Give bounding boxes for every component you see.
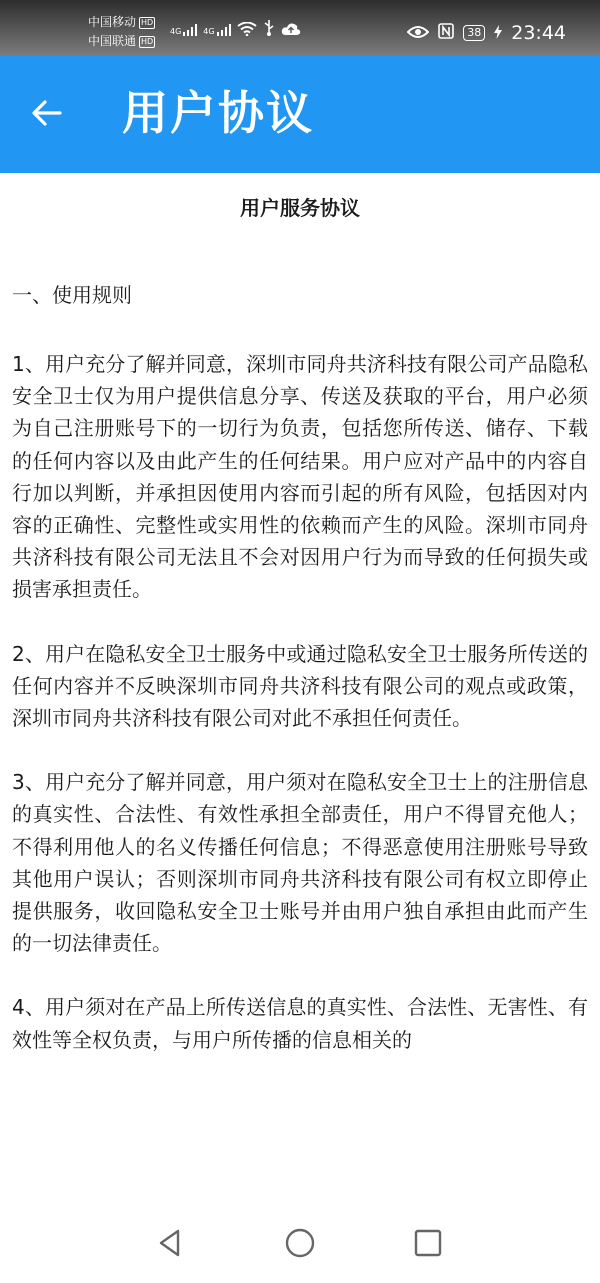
battery-level: 38 bbox=[463, 25, 485, 41]
clock-time: 23:44 bbox=[511, 22, 566, 44]
hd-badge: HD bbox=[141, 18, 154, 27]
usb-icon bbox=[263, 20, 275, 40]
agreement-paragraph: 1、用户充分了解并同意，深圳市同舟共济科技有限公司产品隐私安全卫士仅为用户提供信息分享、传送及获取的平台，用户必须为自己注册账号下的一切行为负责，包括您所传送、储存、下载的任何内容以及由此产生的任何结果。用户应对产品中的内容自行加以判断，并承担因使用内容而引起的所有风险，包括因对内容的正确性、完整性或实用性的依赖而产生的风险。深圳市同舟共济科技有限公司无法且不会对因用户行为而导致的任何损失或损害承担责任。 bbox=[12, 352, 588, 602]
circle-home-icon bbox=[283, 1226, 317, 1260]
charging-icon bbox=[494, 24, 502, 43]
back-button[interactable] bbox=[30, 96, 64, 130]
signal-icon bbox=[170, 24, 197, 36]
nav-recents-button[interactable] bbox=[411, 1226, 445, 1260]
nav-home-button[interactable] bbox=[283, 1226, 317, 1260]
agreement-paragraph: 3、用户充分了解并同意，用户须对在隐私安全卫士上的注册信息的真实性、合法性、有效性承担全部责任，用户不得冒充他人；不得利用他人的名义传播任何信息；不得恶意使用注册账号导致其他用户误认；否则深圳市同舟共济科技有限公司有权立即停止提供服务，收回隐私安全卫士账号并由用户独自承担由此而产生的一切法律责任。 bbox=[12, 770, 588, 956]
signal-icon bbox=[203, 24, 230, 36]
document-title: 用户服务协议 bbox=[240, 196, 360, 220]
agreement-paragraph: 4、用户须对在产品上所传送信息的真实性、合法性、无害性、有效性等全权负责，与用户所传播的信息相关的 bbox=[12, 995, 588, 1052]
cloud-upload-icon bbox=[281, 21, 301, 40]
status-icons-right bbox=[407, 22, 566, 44]
agreement-content bbox=[12, 173, 588, 1056]
network-type-label: 4G bbox=[170, 27, 182, 36]
triangle-back-icon bbox=[153, 1226, 187, 1260]
carrier-2-label: 中国联通 bbox=[88, 34, 137, 48]
square-recents-icon bbox=[411, 1226, 445, 1260]
eye-icon bbox=[407, 24, 429, 43]
section-heading: 一、使用规则 bbox=[12, 283, 132, 307]
status-bar bbox=[0, 0, 600, 56]
status-icons-left bbox=[170, 20, 301, 40]
hd-badge: HD bbox=[141, 37, 154, 46]
wifi-icon bbox=[237, 21, 257, 40]
arrow-left-icon bbox=[30, 96, 64, 130]
carrier-1-label: 中国移动 bbox=[88, 15, 137, 29]
nfc-icon bbox=[438, 23, 454, 43]
page-title: 用户协议 bbox=[122, 86, 314, 140]
app-bar bbox=[0, 56, 600, 173]
nav-back-button[interactable] bbox=[153, 1226, 187, 1260]
agreement-paragraph: 2、用户在隐私安全卫士服务中或通过隐私安全卫士服务所传送的任何内容并不反映深圳市同舟共济科技有限公司的观点或政策，深圳市同舟共济科技有限公司对此不承担任何责任。 bbox=[12, 641, 588, 731]
system-nav-bar bbox=[0, 1203, 600, 1283]
carrier-info bbox=[88, 13, 155, 51]
network-type-label: 4G bbox=[203, 27, 215, 36]
